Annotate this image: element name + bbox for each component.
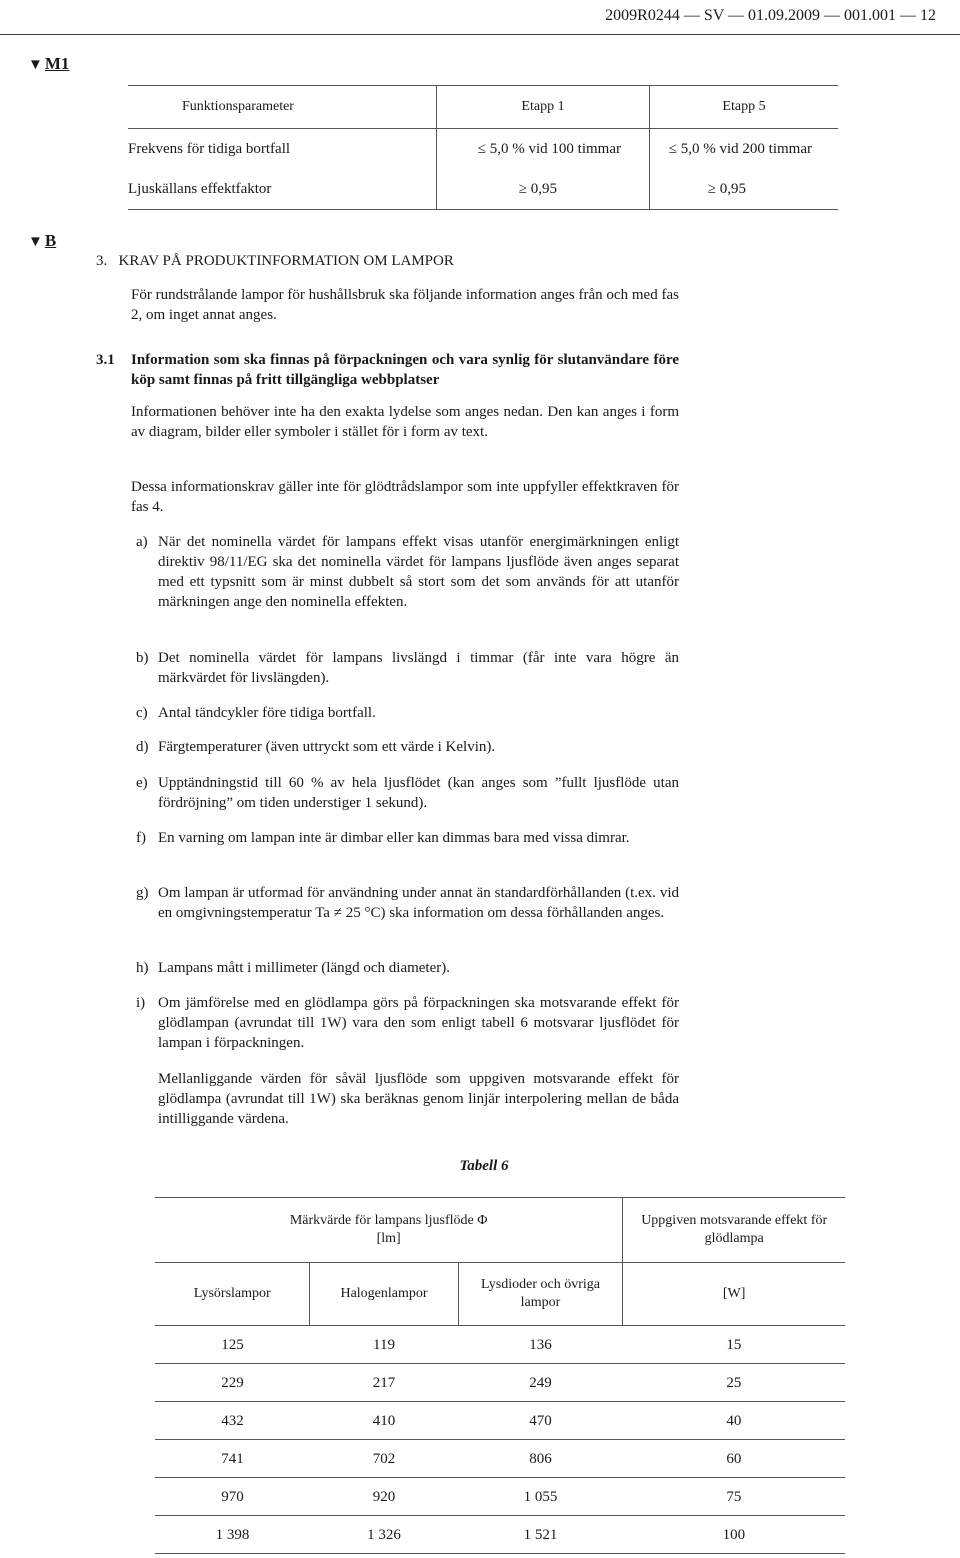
performance-table	[128, 85, 838, 210]
list-item-letter: g)	[136, 885, 149, 901]
table-cell: 1 521	[458, 1516, 623, 1554]
table-cell: 136	[458, 1326, 623, 1364]
list-item-letter: f)	[136, 830, 146, 846]
marker-label: B	[44, 231, 57, 250]
section-3-1-paragraph: Informationen behöver inte ha den exakta lydelse som anges nedan. Den kan anges i form av diagram, bilder eller symboler i stället för i form av text.	[131, 404, 679, 440]
list-item-text: En varning om lampan inte är dimbar eller kan dimmas bara med vissa dimrar.	[158, 830, 630, 846]
table-header-row	[128, 86, 838, 129]
table-row	[128, 169, 838, 210]
list-item-text: Antal tändcykler före tidiga bortfall.	[158, 705, 376, 721]
list-item-text: Färgtemperaturer (även uttryckt som ett värde i Kelvin).	[158, 739, 496, 755]
section-3-1-number: 3.1	[96, 352, 115, 368]
table-cell: 806	[458, 1440, 623, 1478]
list-item-text: Det nominella värdet för lampans livslängd i timmar (får inte vara högre än märkvärdet för livslängden).	[158, 650, 679, 686]
table-cell: Frekvens för tidiga bortfall	[128, 129, 437, 170]
interpolation-note: Mellanliggande värden för såväl ljusflöde som uppgiven motsvarande effekt för glödlampa (avrundat till 1W) ska beräknas genom linjär interpolering mellan de båda intilliggande värdena.	[158, 1071, 679, 1127]
table-cell: 119	[310, 1326, 458, 1364]
subheader-cell: Lysörslampor	[155, 1263, 310, 1326]
section-3-1-title: Information som ska finnas på förpackningen och vara synlig för slutanvändare före köp samt finnas på fritt tillgängliga webbplatser	[131, 352, 679, 388]
table-row	[155, 1402, 845, 1440]
table-row	[155, 1478, 845, 1516]
header-rule	[0, 34, 960, 35]
table-cell: 249	[458, 1364, 623, 1402]
list-item-letter: i)	[136, 995, 146, 1011]
subheader-cell: [W]	[623, 1263, 845, 1326]
list-item-letter: h)	[136, 960, 149, 976]
table-row	[128, 129, 838, 170]
table-cell: 75	[623, 1478, 845, 1516]
list-item-letter: e)	[136, 775, 148, 791]
triangle-down-icon: ▼	[28, 234, 43, 250]
table-cell: 1 326	[310, 1516, 458, 1554]
table-cell: ≥ 0,95	[437, 169, 650, 210]
marker-label: M1	[44, 54, 70, 73]
amendment-marker-b	[28, 231, 56, 252]
table-cell: 702	[310, 1440, 458, 1478]
list-item-text: Om lampan är utformad för användning under annat än standardförhållanden (t.ex. vid en omgivningstemperatur Ta ≠ 25 °C) ska information om dessa förhållanden anges.	[158, 885, 679, 921]
table-header-row	[155, 1263, 845, 1326]
list-item-letter: c)	[136, 705, 148, 721]
table-cell: 40	[623, 1402, 845, 1440]
list-item-letter: d)	[136, 739, 149, 755]
table-cell: 741	[155, 1440, 310, 1478]
subheader-cell: Halogenlampor	[310, 1263, 458, 1326]
table-cell: 1 055	[458, 1478, 623, 1516]
table-cell: 432	[155, 1402, 310, 1440]
table-cell: 25	[623, 1364, 845, 1402]
header-cell: Funktionsparameter	[128, 86, 437, 129]
list-item-text: Om jämförelse med en glödlampa görs på förpackningen ska motsvarande effekt för glödlampan (avrundat till 1W) vara den som enligt tabell 6 motsvarar ljusflödet för lampan i förpackningen.	[158, 995, 679, 1051]
table-row	[155, 1516, 845, 1554]
list-item-text: Lampans mått i millimeter (längd och diameter).	[158, 960, 450, 976]
table-row	[155, 1326, 845, 1364]
list-item-text: När det nominella värdet för lampans effekt visas utanför energimärkningen enligt direktiv 98/11/EG ska det nominella värdet för lampans ljusflöde även anges separat med ett typsnitt som är minst dubbelt så stort som det som används för att utanför märkningen ange den nominella effekten.	[158, 534, 679, 610]
table-cell: 920	[310, 1478, 458, 1516]
table-cell: 100	[623, 1516, 845, 1554]
list-item-letter: b)	[136, 650, 149, 666]
table-cell: 60	[623, 1440, 845, 1478]
section-3-intro: För rundstrålande lampor för hushållsbruk ska följande information anges från och med fas 2, om inget annat anges.	[131, 287, 679, 323]
table-cell: 1 398	[155, 1516, 310, 1554]
document-reference: 2009R0244 — SV — 01.09.2009 — 001.001 — 12	[605, 7, 936, 24]
table-cell: ≤ 5,0 % vid 200 timmar	[650, 129, 839, 170]
amendment-marker-m1	[28, 54, 69, 75]
table-header-row	[155, 1198, 845, 1263]
table-row	[155, 1364, 845, 1402]
table-cell: 15	[623, 1326, 845, 1364]
section-3-1-paragraph: Dessa informationskrav gäller inte för glödtrådslampor som inte uppfyller effektkraven för fas 4.	[131, 479, 679, 515]
table-cell: 229	[155, 1364, 310, 1402]
subheader-cell: Lysdioder och övriga lampor	[458, 1263, 623, 1326]
table-cell: 125	[155, 1326, 310, 1364]
header-cell: Etapp 5	[650, 86, 839, 129]
table-row	[155, 1440, 845, 1478]
list-item-text: Upptändningstid till 60 % av hela ljusflödet (kan anges som ”fullt ljusflöde utan fördröjning” om tiden understiger 1 sekund).	[158, 775, 679, 811]
header-cell: Etapp 1	[437, 86, 650, 129]
table-cell: 410	[310, 1402, 458, 1440]
header-cell-lumen: Märkvärde för lampans ljusflöde Φ [lm]	[155, 1198, 623, 1263]
table-6-title: Tabell 6	[459, 1158, 509, 1174]
table-cell: 470	[458, 1402, 623, 1440]
section-3-title: 3. KRAV PÅ PRODUKTINFORMATION OM LAMPOR	[96, 253, 454, 269]
table-cell: Ljuskällans effektfaktor	[128, 169, 437, 210]
table-cell: ≥ 0,95	[650, 169, 839, 210]
table-cell: 970	[155, 1478, 310, 1516]
list-item-letter: a)	[136, 534, 148, 550]
table-cell: ≤ 5,0 % vid 100 timmar	[437, 129, 650, 170]
table-cell: 217	[310, 1364, 458, 1402]
table-6	[155, 1197, 845, 1554]
triangle-down-icon: ▼	[28, 57, 43, 73]
header-cell-power: Uppgiven motsvarande effekt för glödlampa	[623, 1198, 845, 1263]
